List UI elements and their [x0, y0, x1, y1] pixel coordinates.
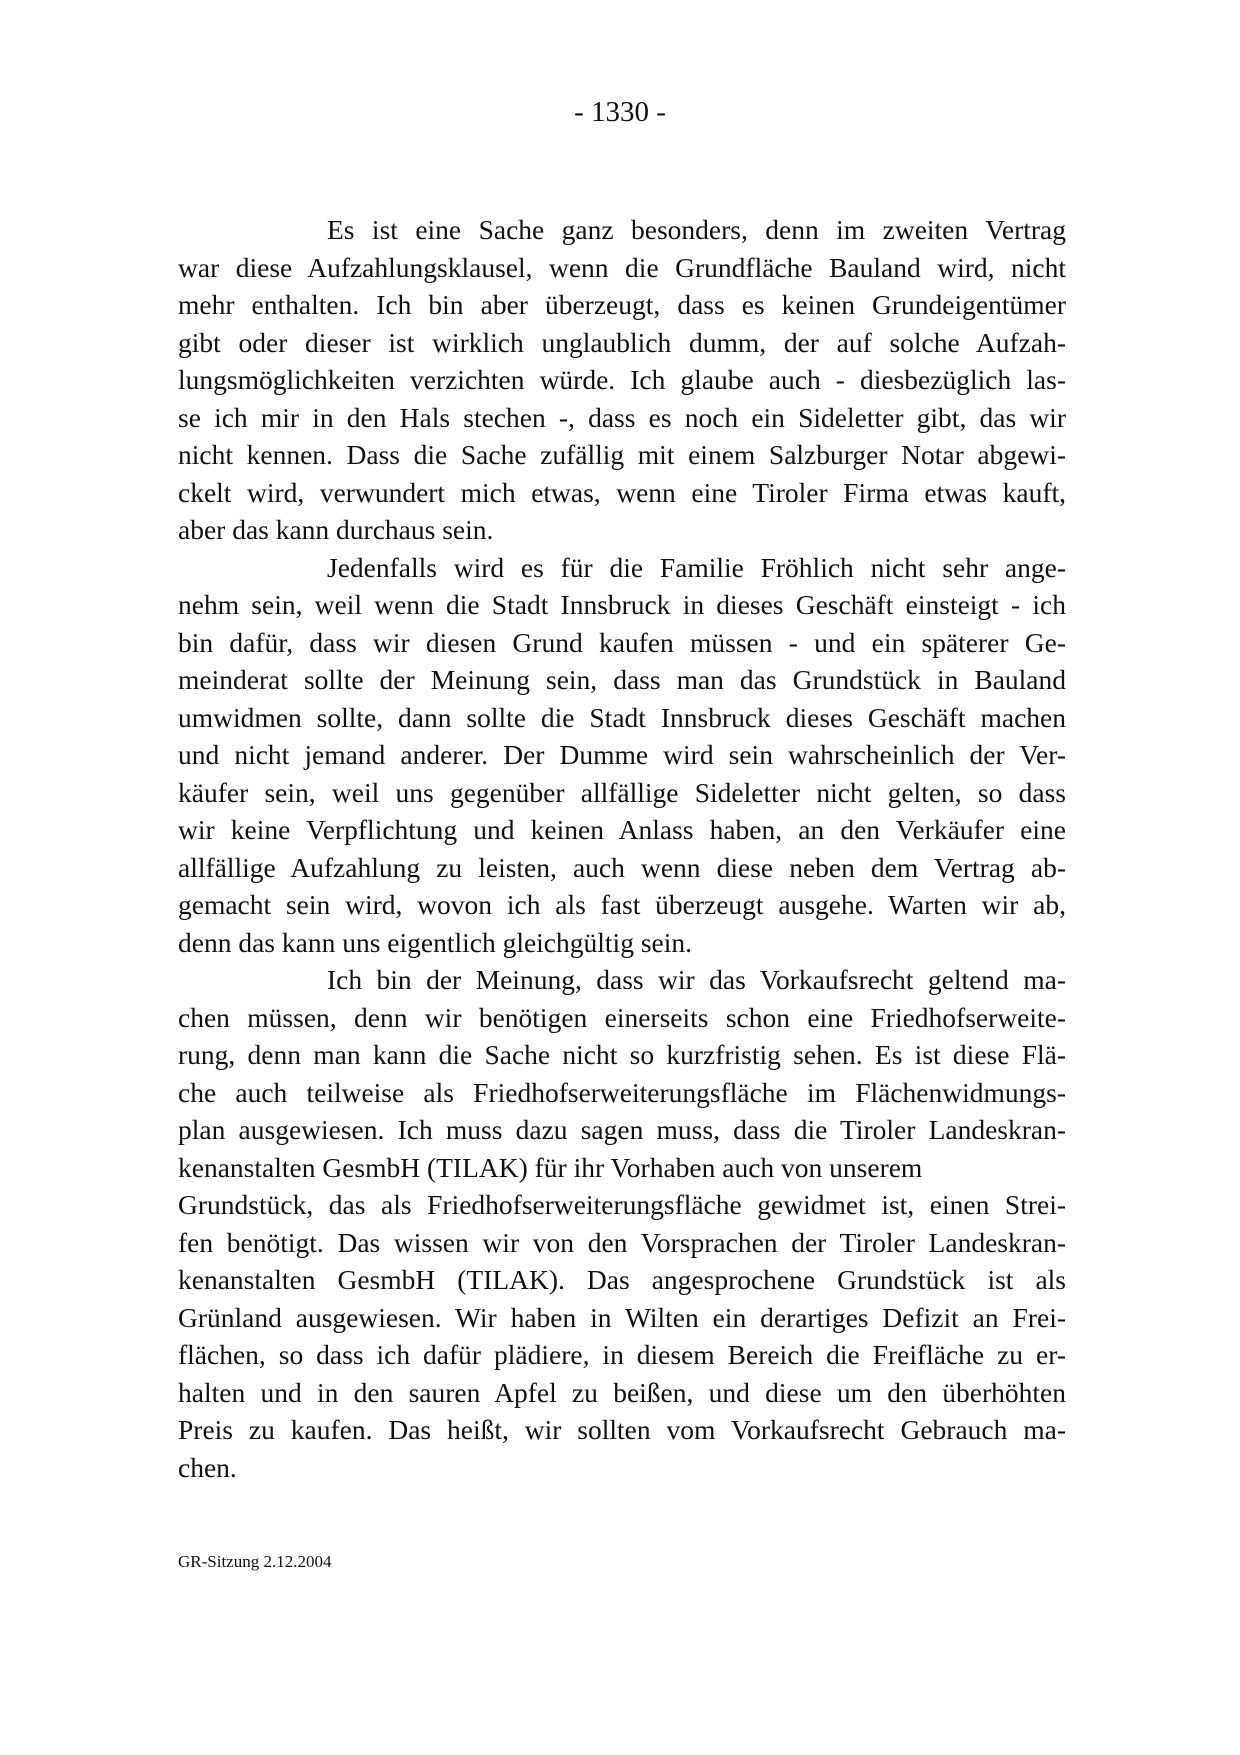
page-number: - 1330 - — [574, 96, 666, 128]
text-line: wir keine Verpflichtung und keinen Anlass haben, an den Verkäufer eine — [178, 814, 1066, 845]
text-line: bin dafür, dass wir diesen Grund kaufen müssen - und ein späterer Ge- — [178, 626, 1066, 658]
text-line: käufer sein, weil uns gegenüber allfällige Sideletter nicht gelten, so dass — [178, 776, 1066, 808]
text-line: ckelt wird, verwundert mich etwas, wenn eine Tiroler Firma etwas kauft, — [178, 476, 1066, 508]
text-line: kenanstalten GesmbH (TILAK) für ihr Vorhaben auch von unserem — [178, 1151, 923, 1183]
text-line: Grünland ausgewiesen. Wir haben in Wilten ein derartiges Defizit an Frei- — [178, 1301, 1066, 1333]
paragraph-1 — [178, 211, 1066, 549]
text-line: nehm sein, weil wenn die Stadt Innsbruck in dieses Geschäft einsteigt - ich — [178, 589, 1066, 620]
text-line: gemacht sein wird, wovon ich als fast überzeugt ausgehe. Warten wir ab, — [178, 889, 1066, 920]
text-line: kenanstalten GesmbH (TILAK). Das angesprochene Grundstück ist als — [178, 1264, 1066, 1295]
paragraph-3 — [178, 961, 1066, 1486]
text-line: lungsmöglichkeiten verzichten würde. Ich glaube auch - diesbezüglich las- — [178, 364, 1066, 395]
text-line: chen müssen, denn wir benötigen einerseits schon eine Friedhofserweite- — [178, 1001, 1066, 1033]
text-line: allfällige Aufzahlung zu leisten, auch wenn diese neben dem Vertrag ab- — [178, 851, 1066, 883]
text-line: Jedenfalls wird es für die Familie Fröhlich nicht sehr ange- — [327, 551, 1066, 583]
text-line: rung, denn man kann die Sache nicht so kurzfristig sehen. Es ist diese Flä- — [178, 1039, 1066, 1070]
text-line: umwidmen sollte, dann sollte die Stadt Innsbruck dieses Geschäft machen — [178, 701, 1066, 733]
text-line: mehr enthalten. Ich bin aber überzeugt, dass es keinen Grundeigentümer — [178, 289, 1066, 320]
text-line: gibt oder dieser ist wirklich unglaublich dumm, der auf solche Aufzah- — [178, 326, 1066, 358]
text-line: nicht kennen. Dass die Sache zufällig mit einem Salzburger Notar abgewi- — [178, 439, 1066, 470]
text-line: aber das kann durchaus sein. — [178, 514, 494, 545]
footer-session-date: GR-Sitzung 2.12.2004 — [178, 1552, 332, 1571]
text-line: Es ist eine Sache ganz besonders, denn im zweiten Vertrag — [327, 214, 1066, 245]
text-line: denn das kann uns eigentlich gleichgültig sein. — [178, 926, 692, 958]
text-line: meinderat sollte der Meinung sein, dass man das Grundstück in Bauland — [178, 664, 1066, 695]
text-line: chen. — [178, 1451, 237, 1483]
body-text — [178, 211, 1066, 1486]
text-line: flächen, so dass ich dafür plädiere, in diesem Bereich die Freifläche zu er- — [178, 1339, 1066, 1370]
text-line: halten und in den sauren Apfel zu beißen, und diese um den überhöhten — [178, 1376, 1066, 1408]
text-line: che auch teilweise als Friedhofserweiterungsfläche im Flächenwidmungs- — [178, 1076, 1066, 1108]
text-line: plan ausgewiesen. Ich muss dazu sagen muss, dass die Tiroler Landeskran- — [178, 1114, 1066, 1145]
paragraph-2 — [178, 549, 1066, 962]
text-line: fen benötigt. Das wissen wir von den Vorsprachen der Tiroler Landeskran- — [178, 1226, 1066, 1258]
text-line: war diese Aufzahlungsklausel, wenn die Grundfläche Bauland wird, nicht — [178, 251, 1066, 283]
text-line: Grundstück, das als Friedhofserweiterungsfläche gewidmet ist, einen Strei- — [178, 1189, 1066, 1220]
text-line: se ich mir in den Hals stechen -, dass es noch ein Sideletter gibt, das wir — [178, 401, 1066, 433]
text-line: und nicht jemand anderer. Der Dumme wird sein wahrscheinlich der Ver- — [178, 739, 1066, 770]
text-line: Preis zu kaufen. Das heißt, wir sollten vom Vorkaufsrecht Gebrauch ma- — [178, 1414, 1066, 1445]
text-line: Ich bin der Meinung, dass wir das Vorkaufsrecht geltend ma- — [327, 964, 1066, 995]
